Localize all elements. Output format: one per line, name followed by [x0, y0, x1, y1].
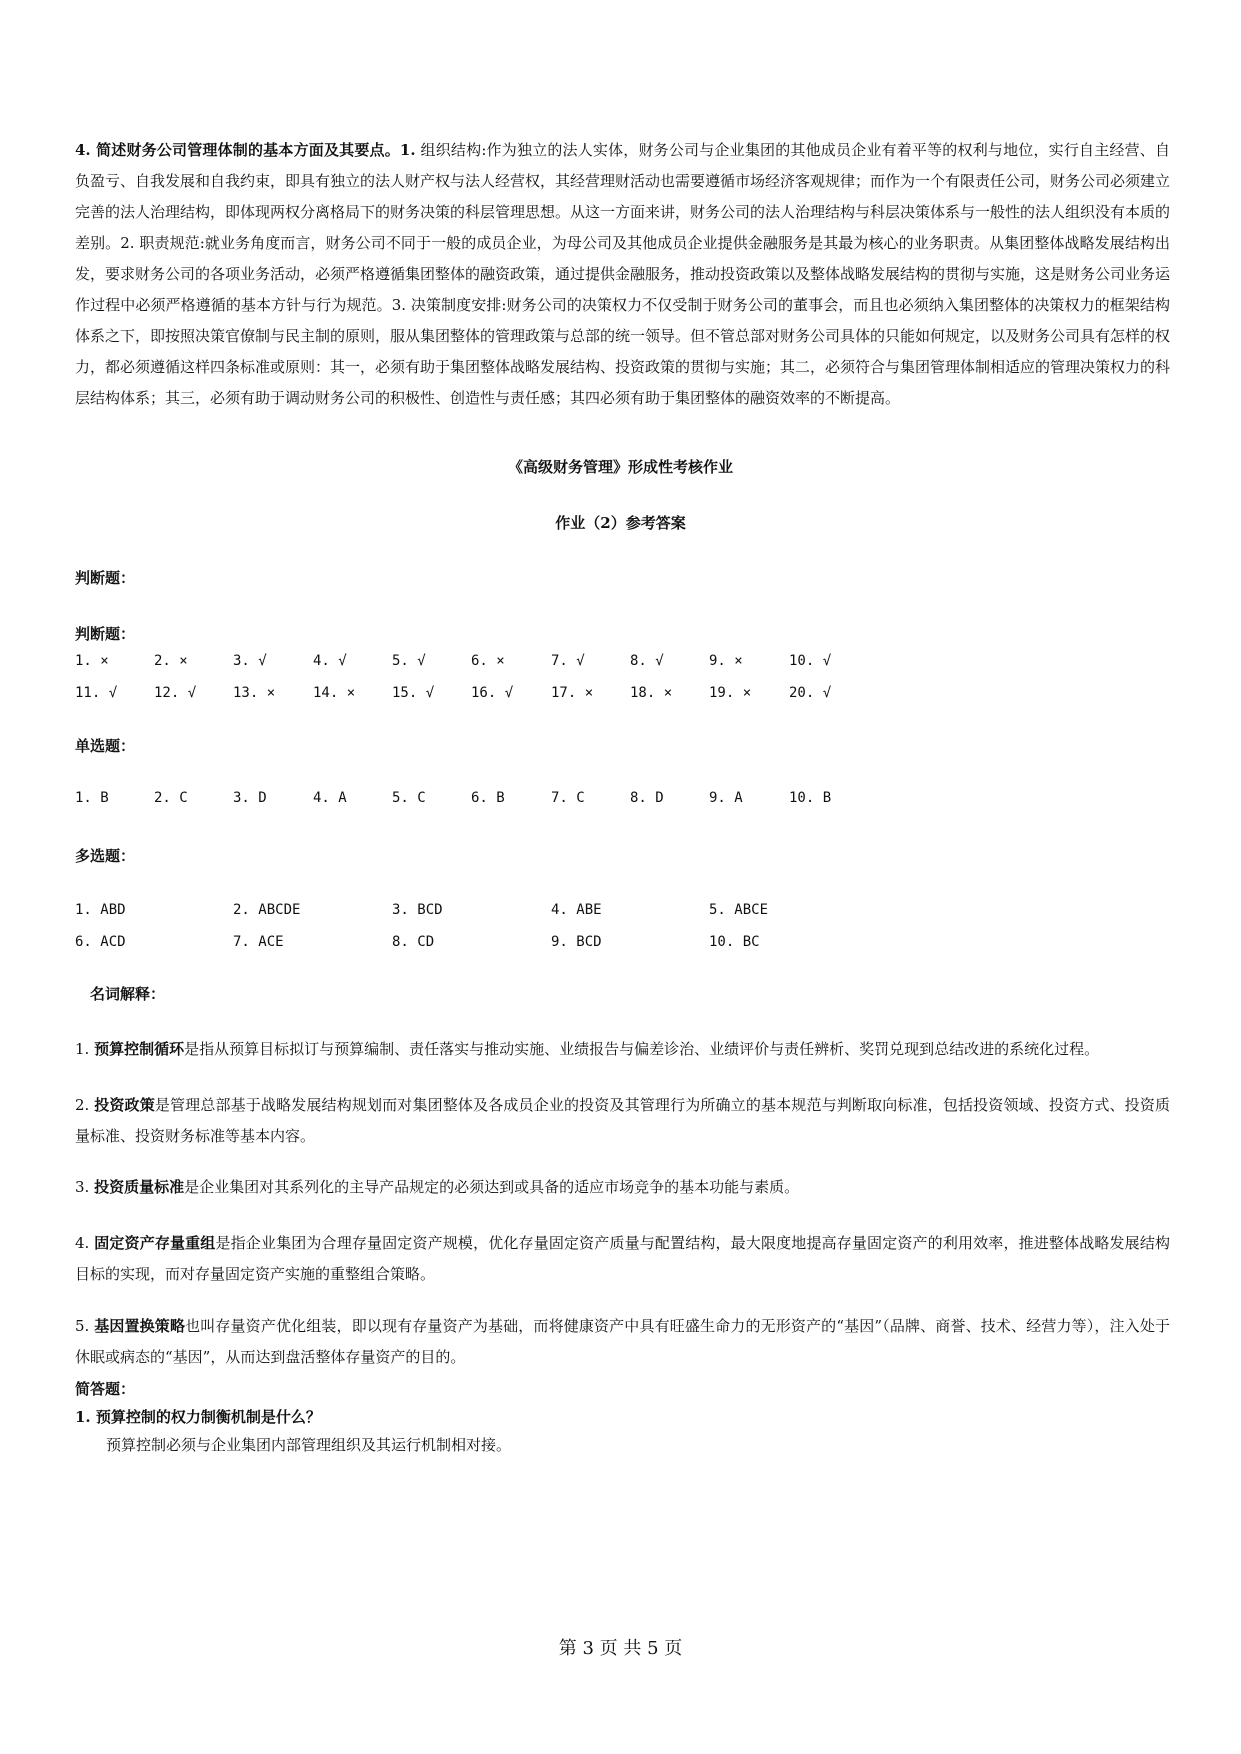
answer-cell: 5. C: [392, 790, 426, 806]
answer-cell: 8. D: [630, 790, 664, 806]
answer-cell: 20. √: [789, 685, 832, 701]
answer-cell: 7. C: [551, 790, 585, 806]
answer-cell: 5. ABCE: [709, 902, 769, 918]
answer-cell: 10. BC: [709, 934, 760, 950]
answer-cell: 11. √: [75, 685, 118, 701]
answer-cell: 9. ×: [709, 653, 743, 669]
term-item: [75, 1090, 1170, 1152]
answer-cell: 8. CD: [392, 934, 435, 950]
term-number: 3.: [75, 1178, 90, 1196]
answer-cell: 8. √: [630, 653, 664, 669]
term-item: [75, 1172, 1170, 1203]
answer-cell: 4. √: [313, 653, 347, 669]
term-name: 固定资产存量重组: [94, 1234, 216, 1252]
term-name: 投资政策: [94, 1096, 155, 1114]
term-number: 4.: [75, 1234, 90, 1252]
answer-cell: 7. √: [551, 653, 585, 669]
page-footer: 第 3 页 共 5 页: [558, 1638, 683, 1659]
judgment-label-2: 判断题：: [75, 625, 136, 643]
answer-cell: 3. D: [233, 790, 267, 806]
term-name: 投资质量标准: [94, 1178, 185, 1196]
answer-cell: 7. ACE: [233, 934, 284, 950]
answer-cell: 2. C: [154, 790, 188, 806]
single-choice-label: 单选题：: [75, 737, 136, 755]
answer-cell: 6. B: [471, 790, 505, 806]
q4-lead: 1.: [399, 141, 416, 159]
term-definition: 是指企业集团为合理存量固定资产规模，优化存量固定资产质量与配置结构，最大限度地提高存量固定资产的利用效率，推进整体战略发展结构目标的实现，而对存量固定资产实施的重整组合策略。: [75, 1234, 1170, 1283]
answer-cell: 3. √: [233, 653, 267, 669]
term-definition: 是管理总部基于战略发展结构规划而对集团整体及各成员企业的投资及其管理行为所确立的基本规范与判断取向标准，包括投资领域、投资方式、投资质量标准、投资财务标准等基本内容。: [75, 1096, 1170, 1145]
answer-cell: 2. ×: [154, 653, 188, 669]
q4-body: 组织结构:作为独立的法人实体，财务公司与企业集团的其他成员企业有着平等的权利与地位，实行自主经营、自负盈亏、自我发展和自我约束，即具有独立的法人财产权与法人经营权，其经营理财活动也需要遵循市场经济客观规律；而作为一个有限责任公司，财务公司必须建立完善的法人治理结构，即体现两权分离格局下的财务决策的科层管理思想。从这一方面来讲，财务公司的法人治理结构与科层决策体系与一般性的法人组织没有本质的差别。2. 职责规范:就业务角度而言，财务公司不同于一般的成员企业，为母公司及其他成员企业提供金融服务是其最为核心的业务职责。从集团整体战略发展结构出发，要求财务公司的各项业务活动，必须严格遵循集团整体的融资政策，通过提供金融服务，推动投资政策以及整体战略发展结构的贯彻与实施，这是财务公司业务运作过程中必须严格遵循的基本方针与行为规范。3. 决策制度安排:财务公司的决策权力不仅受制于财务公司的董事会，而且也必须纳入集团整体的决策权力的框架结构体系之下，即按照决策官僚制与民主制的原则，服从集团整体的管理政策与总部的统一领导。但不管总部对财务公司具体的只能如何规定，以及财务公司具有怎样的权力，都必须遵循这样四条标准或原则：其一，必须有助于集团整体战略发展结构、投资政策的贯彻与实施；其二，必须符合与集团管理体制相适应的管理决策权力的科层结构体系；其三，必须有助于调动财务公司的积极性、创造性与责任感；其四必须有助于集团整体的融资效率的不断提高。: [75, 141, 1171, 407]
term-definition: 是企业集团对其系列化的主导产品规定的必须达到或具备的适应市场竞争的基本功能与素质。: [184, 1178, 800, 1196]
term-name: 基因置换策略: [94, 1317, 186, 1335]
answer-cell: 18. ×: [630, 685, 673, 701]
term-number: 2.: [75, 1096, 90, 1114]
term-item: [75, 1228, 1170, 1290]
term-definition: 是指从预算目标拟订与预算编制、责任落实与推动实施、业绩报告与偏差诊治、业绩评价与责任辨析、奖罚兑现到总结改进的系统化过程。: [184, 1040, 1100, 1058]
document-title: 《高级财务管理》形成性考核作业: [507, 458, 733, 476]
term-number: 1.: [75, 1040, 90, 1058]
answer-cell: 5. √: [392, 653, 426, 669]
short-question-1: 1. 预算控制的权力制衡机制是什么？: [75, 1408, 321, 1426]
answer-cell: 3. BCD: [392, 902, 443, 918]
answer-cell: 1. B: [75, 790, 109, 806]
answer-cell: 12. √: [154, 685, 197, 701]
judgment-label-1: 判断题：: [75, 569, 136, 587]
short-answer-label: 简答题：: [75, 1380, 136, 1398]
answer-cell: 16. √: [471, 685, 514, 701]
term-number: 5.: [75, 1317, 90, 1335]
answer-cell: 19. ×: [709, 685, 752, 701]
document-subtitle: 作业（2）参考答案: [555, 514, 686, 532]
answer-cell: 1. ×: [75, 653, 109, 669]
answer-cell: 10. B: [789, 790, 832, 806]
answer-cell: 6. ×: [471, 653, 505, 669]
answer-cell: 2. ABCDE: [233, 902, 301, 918]
terms-label: 名词解释：: [90, 985, 166, 1003]
answer-cell: 15. √: [392, 685, 435, 701]
term-definition: 也叫存量资产优化组装，即以现有存量资产为基础，而将健康资产中具有旺盛生命力的无形资产的“基因”（品牌、商誉、技术、经营力等），注入处于休眠或病态的“基因”，从而达到盘活整体存量资产的目的。: [75, 1317, 1170, 1366]
answer-cell: 4. ABE: [551, 902, 602, 918]
answer-cell: 13. ×: [233, 685, 276, 701]
answer-cell: 14. ×: [313, 685, 356, 701]
multi-choice-label: 多选题：: [75, 847, 136, 865]
q4-paragraph: [75, 135, 1170, 414]
answer-cell: 9. BCD: [551, 934, 602, 950]
answer-cell: 10. √: [789, 653, 832, 669]
answer-cell: 6. ACD: [75, 934, 126, 950]
answer-cell: 1. ABD: [75, 902, 126, 918]
answer-cell: 9. A: [709, 790, 743, 806]
short-answer-1: 预算控制必须与企业集团内部管理组织及其运行机制相对接。: [106, 1436, 512, 1454]
term-item: [75, 1034, 1170, 1065]
term-name: 预算控制循环: [94, 1040, 185, 1058]
answer-cell: 4. A: [313, 790, 347, 806]
q4-title: 4. 简述财务公司管理体制的基本方面及其要点。: [75, 141, 400, 159]
answer-cell: 17. ×: [551, 685, 594, 701]
term-item: [75, 1311, 1170, 1373]
